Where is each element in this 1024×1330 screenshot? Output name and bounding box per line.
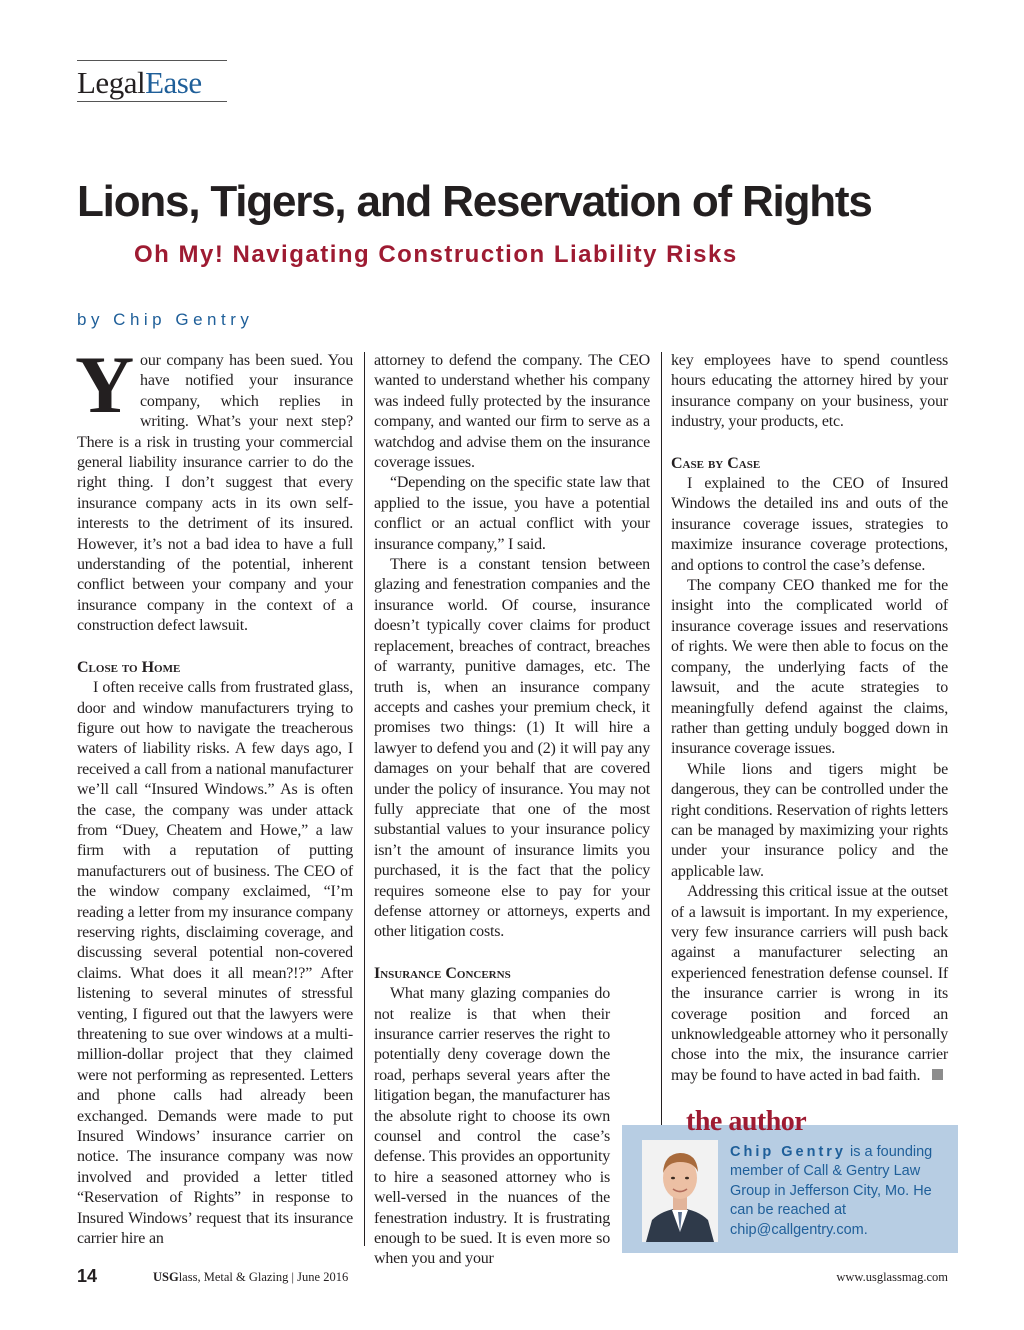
drop-cap: Y bbox=[75, 339, 135, 430]
column-1 bbox=[75, 339, 353, 1249]
paragraph: While lions and tigers might be dangerous, they can be controlled under the right conditions. Reservation of rights letters can be managed by maximizing your rights under your insurance policy and the applicable law. bbox=[671, 760, 948, 880]
article-subtitle: Oh My! Navigating Construction Liability Risks bbox=[134, 241, 738, 268]
magazine-credit bbox=[153, 1270, 348, 1285]
column-divider bbox=[364, 352, 365, 1246]
paragraph-text: Addressing this critical issue at the outset of a lawsuit is important. In my experience, very few insurance carriers will push back against a manufacturer selecting an experienced fenestration defense counsel. If the insurance carrier is wrong in its coverage position and forced an unknowledgeable attorney who it personally chose into the mix, the insurance carrier may be found to have acted in bad faith. bbox=[671, 883, 948, 1084]
column-3 bbox=[671, 351, 948, 1086]
author-bio-text: is a founding member of Call & Gentry Law Group in Jefferson City, Mo. He can be reached at chip@callgentry.com. bbox=[730, 1144, 933, 1238]
paragraph: key employees have to spend countless hours educating the attorney hired by your insurance company on your business, your industry, your products, etc. bbox=[671, 352, 948, 431]
paragraph: “Depending on the specific state law that applied to the issue, you have a potential conflict or an actual conflict with your insurance company,” I said. bbox=[374, 474, 650, 553]
author-heading: the author bbox=[686, 1106, 807, 1137]
paragraph bbox=[75, 339, 353, 637]
page-footer bbox=[77, 1266, 948, 1290]
paragraph: I often receive calls from frustrated glass, door and window manufacturers trying to figure out how to navigate the treacherous waters of liability risks. A few days ago, I received a call from a national manufacturer we’ll call “Insured Windows.” As is often the case, the company was under attack from “Duey, Cheatem and Howe,” a law firm with a reputation of putting manufacturers out of business. The CEO of the window company exclaimed, “I’m reading a letter from my insurance company reserving rights, disclaiming coverage, and discussing several potential non-covered claims. What does it all mean?!?” After listening to several minutes of stressful venting, I figured out that the lawyers were threatening to sue over windows at a multi-million-dollar project that they claimed were not performing as represented. Letters and phone calls had already been exchanged. Demands were made to put Insured Windows’ insurance carrier on notice. The insurance company was now involved and provided a letter titled “Reservation of Rights” in response to Insured Windows’ request that its insurance carrier hire an bbox=[77, 679, 353, 1248]
column-divider bbox=[661, 352, 662, 1246]
section-masthead bbox=[77, 60, 227, 102]
logo-ease: Ease bbox=[145, 65, 202, 100]
end-mark-icon bbox=[932, 1069, 943, 1080]
section-heading: Close to Home bbox=[77, 658, 181, 676]
paragraph: attorney to defend the company. The CEO wanted to understand whether his company was indeed fully protected by the insurance company, and wanted our firm to serve as a watchdog and advise them on the insurance coverage issues. bbox=[374, 352, 650, 472]
paragraph bbox=[671, 882, 948, 1086]
article-title: Lions, Tigers, and Reservation of Rights bbox=[77, 177, 872, 226]
section-heading: Case by Case bbox=[671, 454, 761, 472]
author-name: Chip Gentry bbox=[730, 1144, 846, 1160]
author-bio bbox=[730, 1143, 950, 1240]
column-2 bbox=[374, 351, 650, 1270]
magazine-credit-bold: USG bbox=[153, 1270, 179, 1284]
logo-legal: Legal bbox=[77, 65, 146, 100]
section-heading: Insurance Concerns bbox=[374, 964, 511, 982]
paragraph: What many glazing companies do not realize is that when their insurance carrier reserves the right to potentially deny coverage down the road, perhaps several years after the litigation began, the manufacturer has the absolute right to choose its own counsel and control the case’s defense. This provides an opportunity to hire a seasoned attorney who is well-versed in the nuances of the fenestration industry. It is frustrating enough to be sued. It is even more so when you and your bbox=[374, 985, 610, 1268]
page-number: 14 bbox=[77, 1266, 98, 1286]
paragraph-text: our company has been sued. You have notified your insurance company, which replies in writing. What’s your next step? There is a risk in trusting your commercial general liability insurance carrier to do the right thing. I don’t suggest that every insurance company acts in its own self-interests to the detriment of its insured. However, it’s not a bad idea to have a full understanding of the potential, inherent conflict between your company and your insurance company in the context of a construction defect lawsuit. bbox=[77, 352, 353, 635]
byline: by Chip Gentry bbox=[77, 310, 254, 329]
legalease-logo bbox=[77, 67, 202, 99]
website-url[interactable]: www.usglassmag.com bbox=[836, 1270, 948, 1284]
paragraph: There is a constant tension between glazing and fenestration companies and the insurance world. Of course, insurance doesn’t typically cover claims for product replacement, breaches of contract, breaches of warranty, punitive damages, etc. The truth is, when an insurance company accepts and cashes your premium check, it promises two things: (1) It will hire a lawyer to defend you and (2) it will pay any damages on your behalf that are covered under the policy of insurance. You may not fully appreciate that one of the most substantial values to your insurance policy isn’t the amount of insurance limits you purchased, it is the fact that the policy requires someone else to pay for your defense attorney or attorneys, experts and other litigation costs. bbox=[374, 556, 650, 941]
author-photo bbox=[642, 1140, 718, 1242]
paragraph: The company CEO thanked me for the insight into the complicated world of insurance coverage issues and reservations of rights. We were then able to focus on the company, the underlying facts of the lawsuit, and the acute strategies to meaningfully defend against the claims, rather than getting unduly bogged down in insurance coverage issues. bbox=[671, 577, 948, 758]
author-portrait-icon bbox=[642, 1140, 718, 1242]
magazine-credit-rest: lass, Metal & Glazing | June 2016 bbox=[178, 1270, 349, 1284]
paragraph: I explained to the CEO of Insured Windows the detailed ins and outs of the insurance coverage issues, strategies to maximize insurance coverage protections, and options to control the case’s defense. bbox=[671, 475, 948, 574]
